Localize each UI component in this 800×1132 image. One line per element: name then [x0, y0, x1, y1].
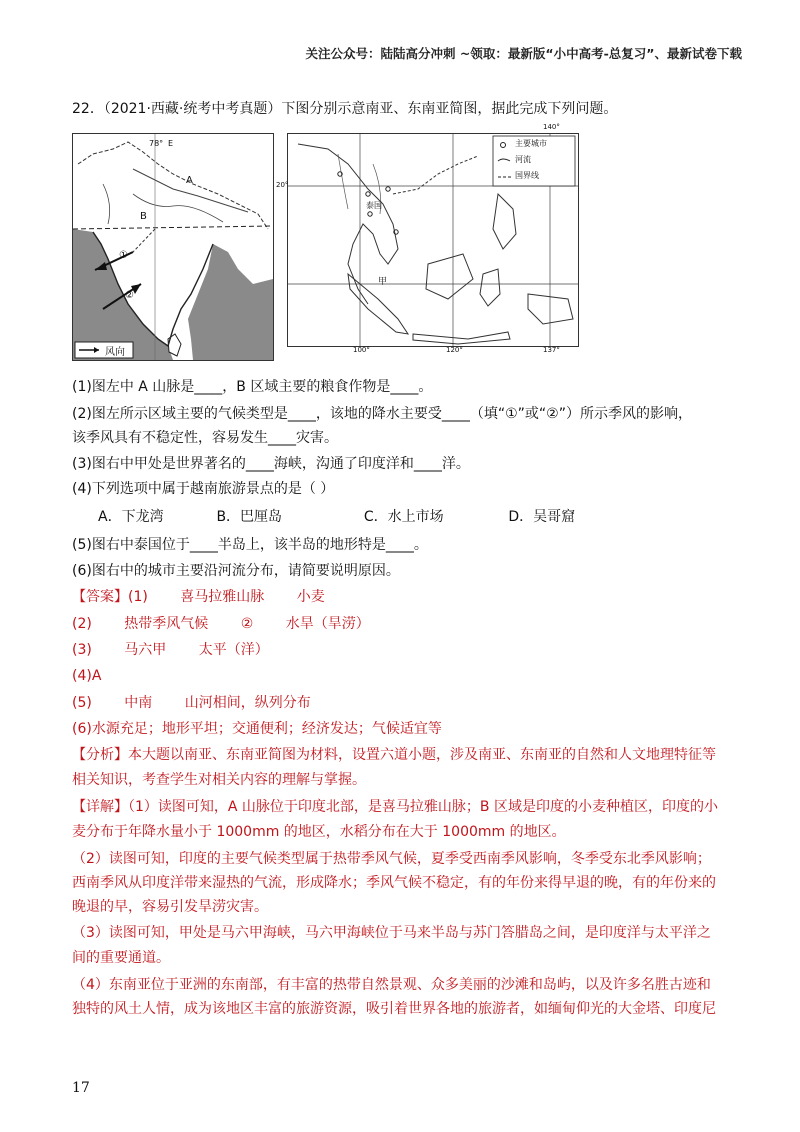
detail-line-8: （4）东南亚位于亚洲的东南部，有丰富的热带自然景观、众多美丽的沙滩和岛屿，以及许多名胜古迹和 [72, 977, 711, 993]
region-label-b: B [140, 211, 147, 222]
answer-3-prefix: (3) [72, 642, 92, 658]
detail-line-1: 【详解】（1）读图可知，A 山脉位于印度北部，是喜马拉雅山脉；B 区域是印度的小麦种植区，印度的小 [72, 799, 718, 815]
answer-5 [72, 693, 734, 713]
answer-5-prefix: (5) [72, 695, 92, 711]
label-wind-2: ② [125, 290, 134, 301]
analysis-line-2: 相关知识，考查学生对相关内容的理解与掌握。 [72, 772, 366, 788]
tick-137: 137° [543, 346, 560, 354]
detail-line-3: （2）读图可知，印度的主要气候类型属于热带季风气候，夏季受西南季风影响，冬季受东北季风影响； [72, 851, 711, 867]
south-asia-map-drawing [73, 134, 273, 360]
south-asia-map [72, 133, 274, 361]
question-6: (6)图右中的城市主要沿河流分布，请简要说明原因。 [72, 563, 400, 579]
answer-3 [72, 640, 734, 660]
tick-100: 100° [353, 346, 370, 354]
analysis-line-1: 【分析】本大题以南亚、东南亚简图为材料，设置六道小题，涉及南亚、东南亚的自然和人文地理特征等 [72, 747, 716, 763]
page-header: 关注公众号：陆陆高分冲刺 ~领取：最新版“小中高考-总复习”、最新试卷下载 [305, 46, 742, 61]
answer-6: (6)水源充足；地形平坦；交通便利；经济发达；气候适宜等 [72, 721, 442, 737]
answer-4: (4)A [72, 668, 102, 684]
question-4: (4)下列选项中属于越南旅游景点的是（ ） [72, 481, 335, 497]
question-2-line-1: (2)图左所示区域主要的气候类型是____，该地的降水主要受____（填“①”或“②”）所示季风的影响， [72, 406, 692, 422]
thailand-label: 泰国 [366, 201, 382, 210]
question-1: (1)图左中 A 山脉是____，B 区域主要的粮食作物是____。 [72, 379, 433, 395]
detail-line-5: 晚退的早，容易引发旱涝灾害。 [72, 899, 268, 915]
answer-1-value-1: 喜马拉雅山脉 [180, 589, 265, 605]
answer-1-prefix: 【答案】(1) [72, 589, 148, 605]
question-title: 22．（2021·西藏·统考中考真题）下图分别示意南亚、东南亚简图，据此完成下列问题。 [72, 101, 618, 117]
legend-city-label: 主要城市 [515, 139, 547, 148]
answer-2-value-1: 热带季风气候 [124, 616, 209, 632]
question-3: (3)图右中甲处是世界著名的____海峡，沟通了印度洋和____洋。 [72, 456, 470, 472]
detail-line-6: （3）读图可知，甲处是马六甲海峡，马六甲海峡位于马来半岛与苏门答腊岛之间，是印度洋与太平洋之 [72, 925, 711, 941]
question-5: (5)图右中泰国位于____半岛上，该半岛的地形特是____。 [72, 537, 428, 553]
option-b: B．巴厘岛 [216, 509, 283, 525]
answer-3-value-1: 马六甲 [124, 642, 167, 658]
label-wind-1: ① [119, 250, 128, 261]
answer-3-value-2: 太平（洋） [198, 642, 269, 658]
answer-2-value-3: 水旱（旱涝） [285, 616, 370, 632]
detail-line-7: 间的重要通道。 [72, 950, 170, 966]
label-latitude: 78° [149, 139, 164, 148]
tick-140: 140° [543, 123, 560, 131]
strait-jia-label: 甲 [378, 277, 388, 287]
tick-20: 20° [276, 181, 289, 189]
answer-1-value-2: 小麦 [296, 589, 325, 605]
question-2-line-2: 该季风具有不稳定性，容易发生____灾害。 [72, 430, 338, 446]
tick-120: 120° [446, 346, 463, 354]
southeast-asia-map [276, 123, 579, 354]
legend-border-label: 国界线 [515, 171, 539, 180]
southeast-asia-map-drawing [288, 134, 578, 346]
question-4-options [98, 507, 760, 527]
answer-1 [72, 587, 734, 607]
answer-2 [72, 614, 734, 634]
option-a: A．下龙湾 [98, 509, 164, 525]
answer-5-value-2: 山河相间，纵列分布 [184, 695, 311, 711]
option-d: D．吴哥窟 [508, 509, 576, 525]
answer-2-prefix: (2) [72, 616, 92, 632]
label-e: E [168, 139, 174, 148]
detail-line-4: 西南季风从印度洋带来湿热的气流，形成降水；季风气候不稳定，有的年份来得早退的晚，有的年份来的 [72, 875, 716, 891]
legend-wind-label: 风向 [105, 347, 125, 358]
detail-line-9: 独特的风土人情，成为该地区丰富的旅游资源，吸引着世界各地的旅游者，如缅甸仰光的大金塔、印度尼 [72, 1001, 716, 1017]
detail-line-2: 麦分布于年降水量小于 1000mm 的地区，水稻分布在大于 1000mm 的地区。 [72, 824, 566, 840]
answer-5-value-1: 中南 [124, 695, 153, 711]
mountain-label-a: A [186, 175, 193, 186]
option-c: C．水上市场 [363, 509, 444, 525]
answer-2-value-2: ② [240, 616, 254, 632]
legend-river-label: 河流 [515, 155, 531, 164]
page-number: 17 [72, 1080, 90, 1096]
